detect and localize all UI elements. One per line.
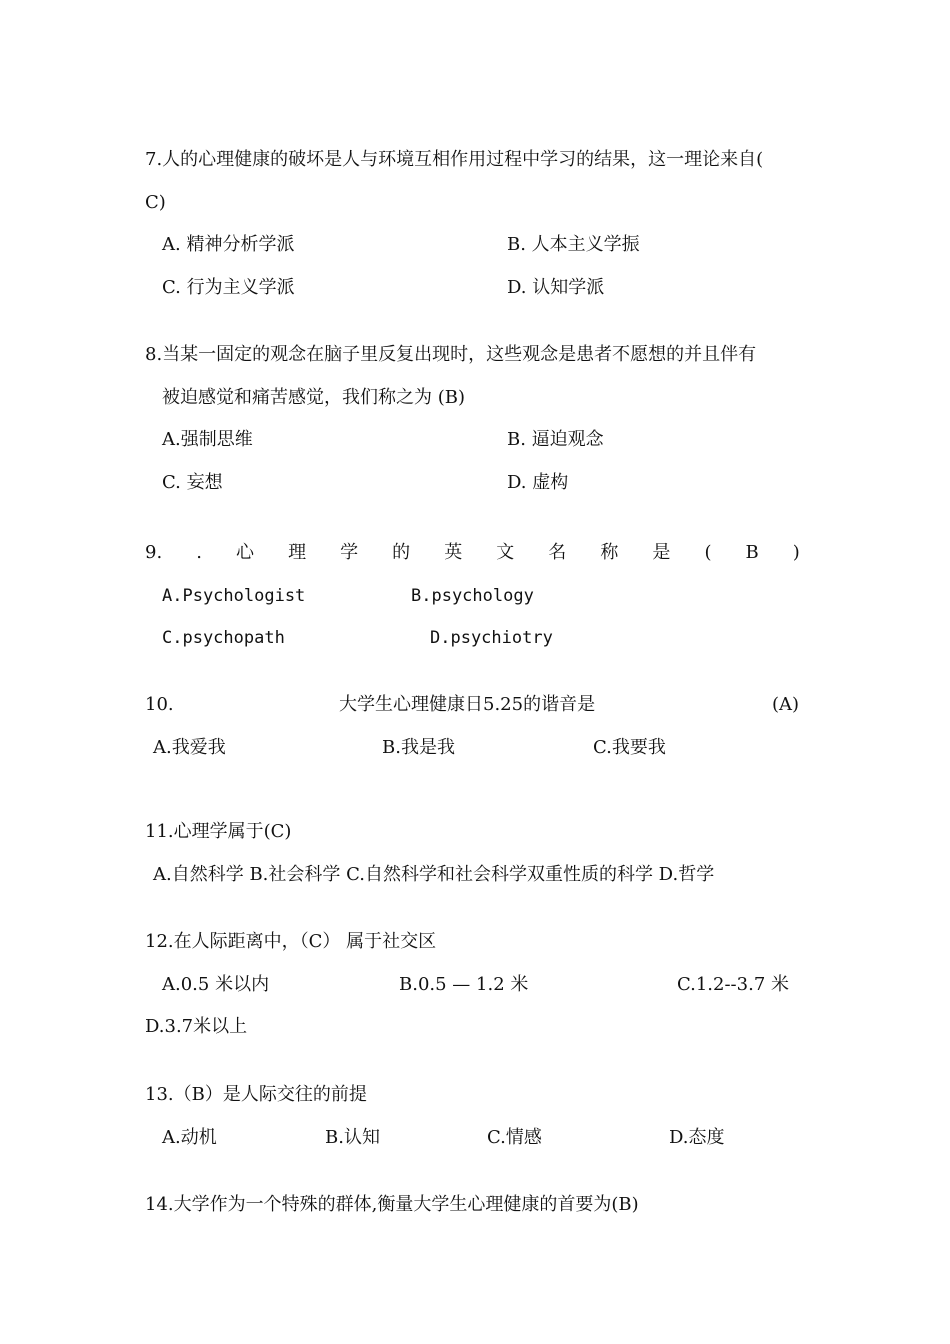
- q13-option-b: B.认知: [325, 1127, 380, 1148]
- q12-option-d: D.3.7米以上: [145, 1016, 248, 1037]
- q9-char: 称: [600, 542, 619, 563]
- q10-number: 10.: [145, 694, 174, 715]
- q9-char: B: [745, 542, 759, 563]
- q9-char: 英: [444, 542, 463, 563]
- q10-answer: (A): [772, 694, 800, 715]
- q9-option-c: C.psychopath: [162, 628, 285, 648]
- q12-option-b: B.0.5 — 1.2 米: [399, 974, 529, 995]
- q8-option-a: A.强制思维: [162, 429, 253, 450]
- q13-option-d: D.态度: [669, 1127, 725, 1148]
- q10-option-a: A.我爱我: [153, 737, 226, 758]
- q13-option-c: C.情感: [487, 1127, 542, 1148]
- q14-stem: 14.大学作为一个特殊的群体,衡量大学生心理健康的首要为(B): [145, 1194, 639, 1215]
- q9-char: 文: [496, 542, 515, 563]
- q11-options: A.自然科学 B.社会科学 C.自然科学和社会科学双重性质的科学 D.哲学: [153, 864, 715, 885]
- q11-stem: 11.心理学属于(C): [145, 821, 292, 842]
- q12-option-c: C.1.2--3.7 米: [677, 974, 789, 995]
- q9-char: 9.: [145, 542, 163, 563]
- q9-option-d: D.psychiotry: [430, 628, 553, 648]
- q9-char: ): [792, 542, 800, 563]
- q9-char: 学: [340, 542, 359, 563]
- q9-char: 名: [548, 542, 567, 563]
- q9-char: 是: [652, 542, 671, 563]
- q7-option-a: A. 精神分析学派: [162, 234, 295, 255]
- q9-char: .: [196, 542, 202, 563]
- q7-option-d: D. 认知学派: [507, 277, 605, 298]
- q9-option-a: A.Psychologist: [162, 586, 306, 606]
- q7-option-c: C. 行为主义学派: [162, 277, 295, 298]
- q8-option-d: D. 虚构: [507, 472, 569, 493]
- q12-option-a: A.0.5 米以内: [162, 974, 270, 995]
- q10-option-c: C.我要我: [593, 737, 666, 758]
- q12-stem: 12.在人际距离中，（C） 属于社交区: [145, 931, 437, 952]
- q10-stem: 大学生心理健康日5.25的谐音是: [339, 694, 596, 715]
- q8-stem-line1: 8.当某一固定的观念在脑子里反复出现时，这些观念是患者不愿想的并且伴有: [145, 344, 757, 365]
- q9-char: 的: [392, 542, 411, 563]
- q9-stem: [145, 541, 800, 565]
- q10-option-b: B.我是我: [382, 737, 455, 758]
- q7-stem-line1: 7.人的心理健康的破坏是人与环境互相作用过程中学习的结果，这一理论来自(: [145, 149, 764, 170]
- q8-stem-line2: 被迫感觉和痛苦感觉，我们称之为 (B): [162, 387, 465, 408]
- q9-char: 理: [288, 542, 307, 563]
- q9-char: (: [704, 542, 712, 563]
- q13-option-a: A.动机: [162, 1127, 217, 1148]
- q8-option-b: B. 逼迫观念: [507, 429, 604, 450]
- q7-stem-line2: C): [145, 192, 166, 213]
- q7-option-b: B. 人本主义学振: [507, 234, 640, 255]
- q9-option-b: B.psychology: [411, 586, 534, 606]
- q8-option-c: C. 妄想: [162, 472, 223, 493]
- q9-char: 心: [236, 542, 255, 563]
- q13-stem: 13.（B）是人际交往的前提: [145, 1084, 367, 1105]
